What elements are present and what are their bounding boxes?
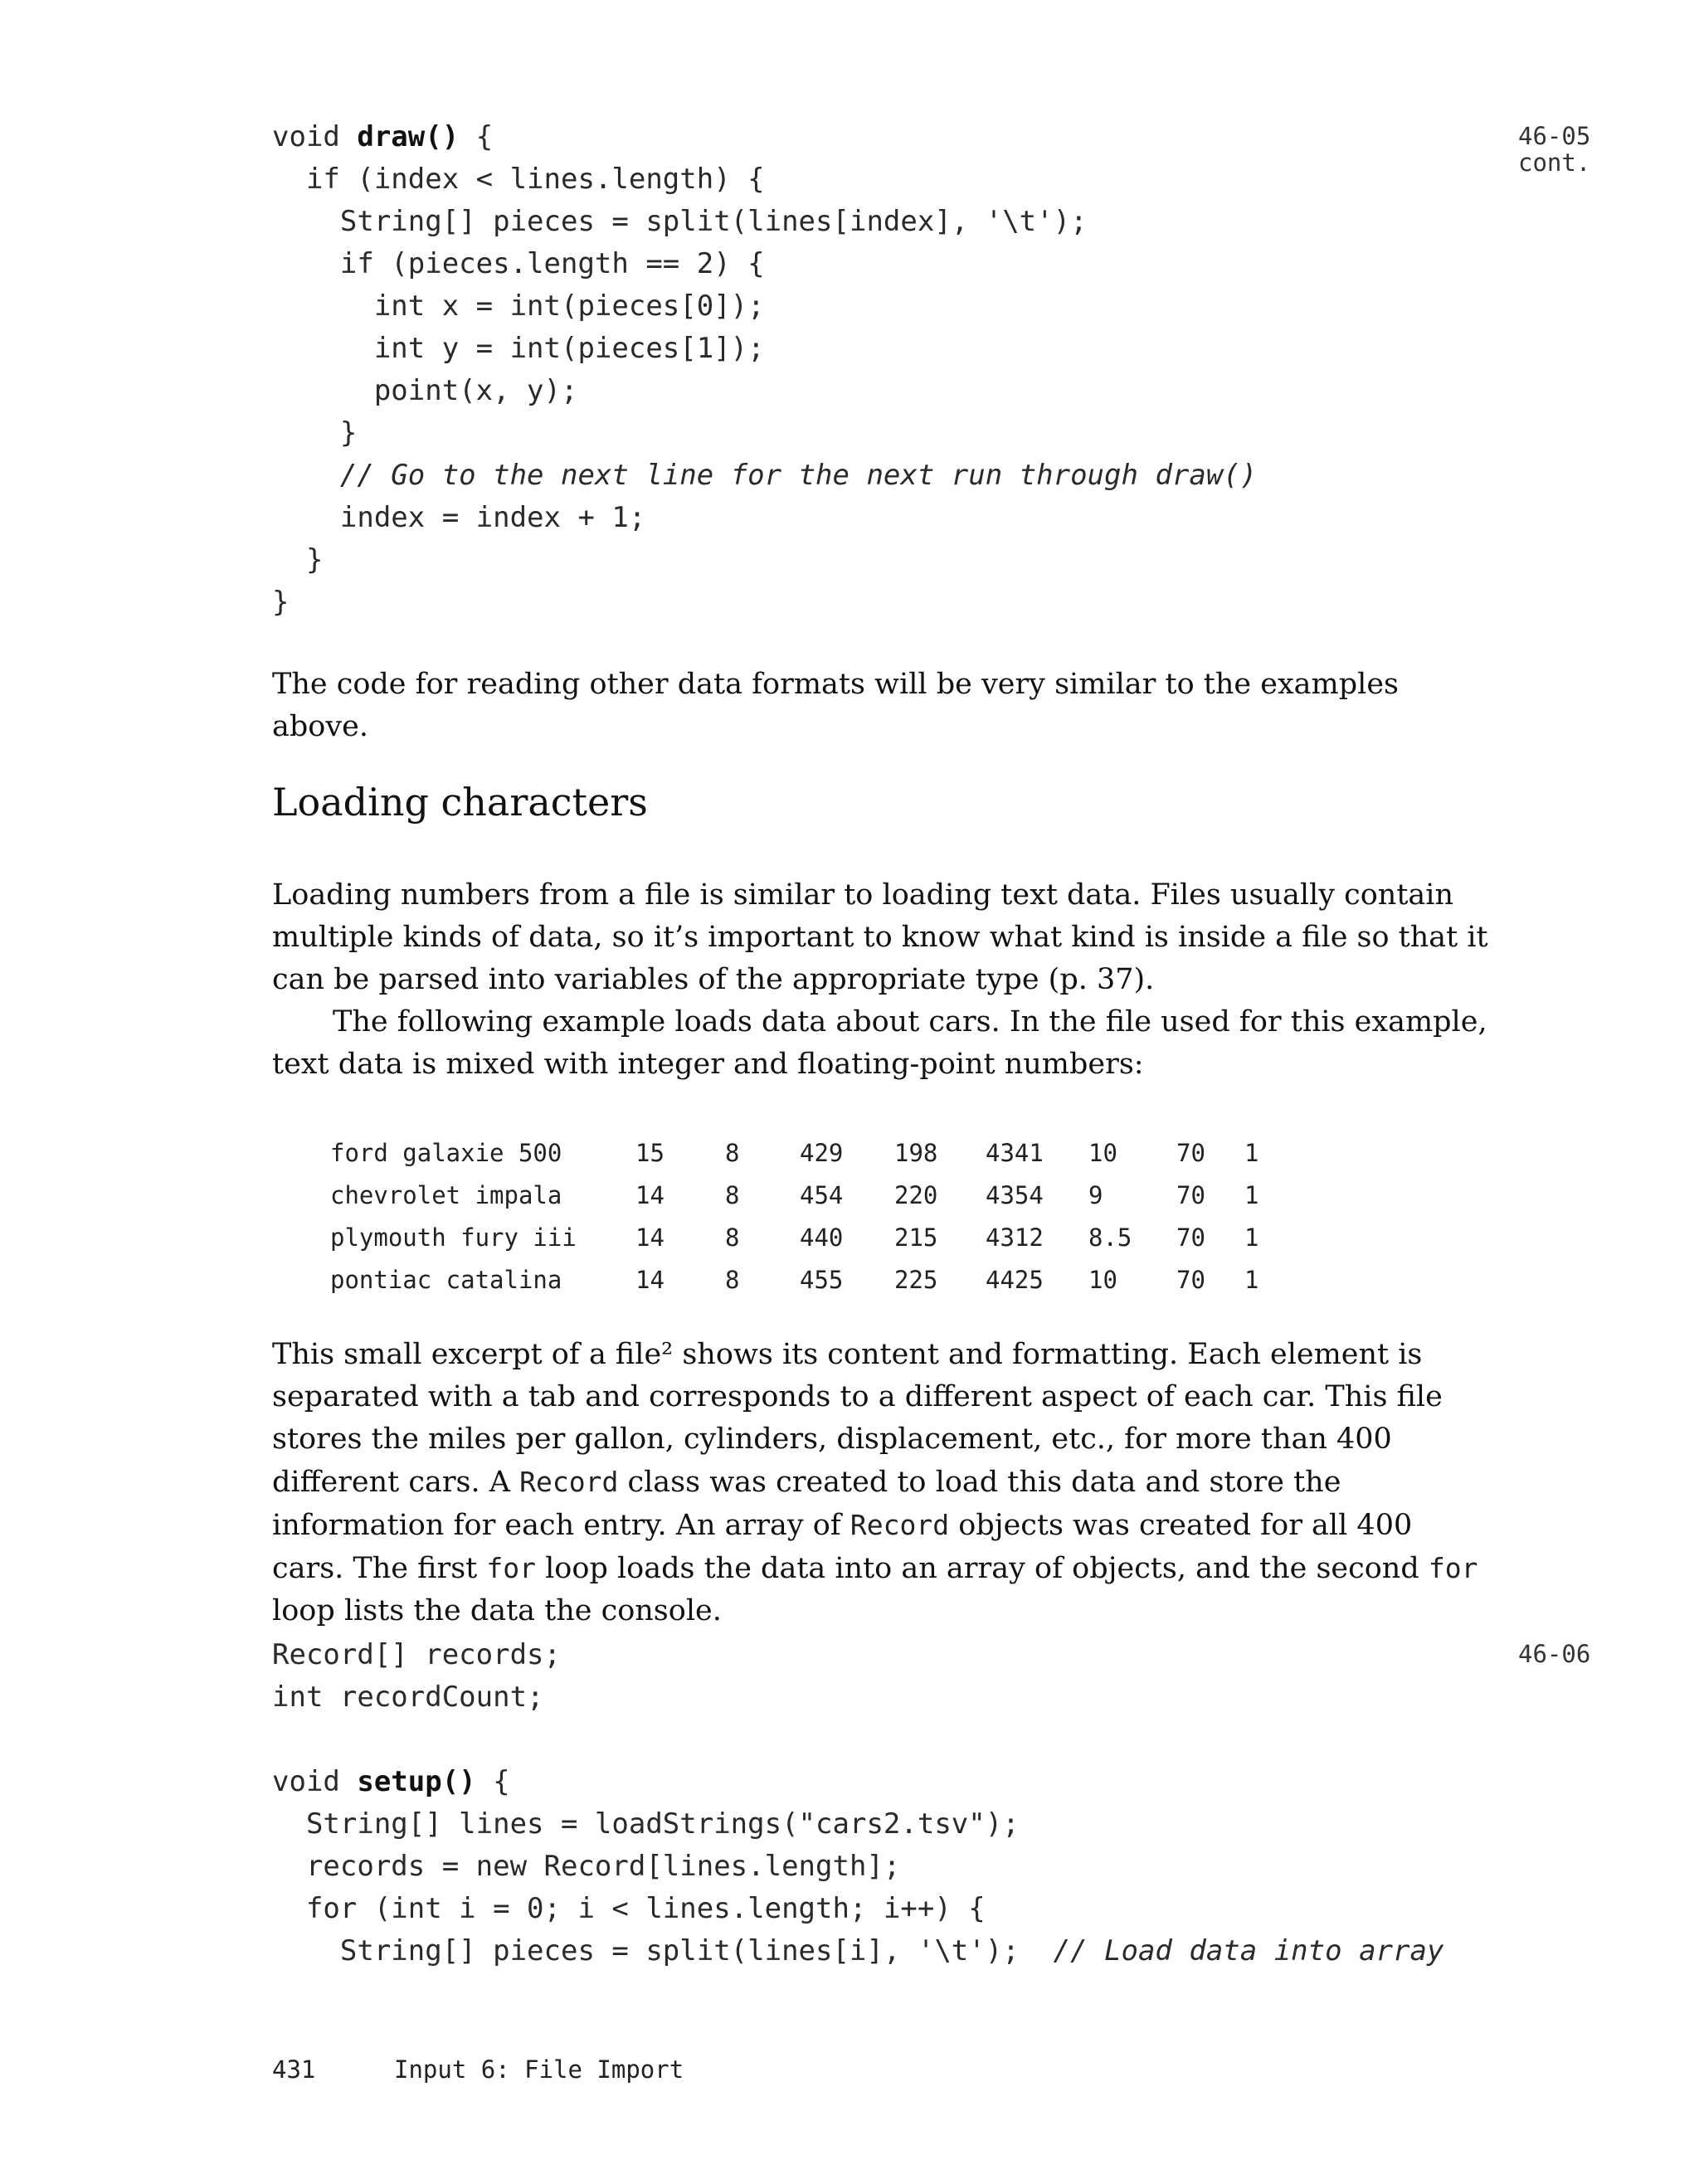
paragraph-4 (272, 1334, 1492, 1632)
table-cell: 70 (1176, 1138, 1205, 1167)
table-cell: 455 (800, 1265, 844, 1294)
code-block-setup (272, 1634, 1443, 1972)
inline-code: for (486, 1552, 536, 1584)
table-cell: 429 (800, 1138, 844, 1167)
text-run: loop lists the data the console. (272, 1594, 722, 1627)
text-run: class was created to load this data and store the information for each entry. An array of (272, 1466, 1341, 1542)
paragraph-text: Loading numbers from a file is similar to loading text data. Files usually contain multiple kinds of data, so it’s important to know what kind is inside a file so that it can be parsed into variables of the appropriate type (p. 37). (272, 878, 1488, 996)
table-cell: 70 (1176, 1180, 1205, 1209)
code-line: // Go to the next line for the next run through draw() (339, 459, 1258, 492)
table-cell: 4425 (986, 1265, 1044, 1294)
table-row (330, 1216, 1278, 1258)
table-cell: 215 (894, 1223, 938, 1252)
paragraph-text (272, 1334, 1492, 1632)
table-cell: 70 (1176, 1223, 1205, 1252)
table-cell: 4312 (986, 1223, 1044, 1252)
code-line: int x = int(pieces[0]); (272, 289, 765, 323)
example-id: 46-05 (1518, 122, 1591, 150)
table-cell: 1 (1244, 1138, 1259, 1167)
table-cell: 8.5 (1088, 1223, 1132, 1252)
code-line: String[] pieces = split(lines[i], '\t'); // Load data into array (272, 1934, 1444, 1968)
table-cell: 14 (635, 1180, 665, 1209)
table-cell: 8 (725, 1180, 740, 1209)
table-cell: 1 (1244, 1180, 1259, 1209)
code-line: } (272, 586, 290, 619)
table-cell: 440 (800, 1223, 844, 1252)
chapter-title: Input 6: File Import (394, 2055, 684, 2084)
table-row (330, 1131, 1278, 1174)
table-cell: ford galaxie 500 (330, 1138, 562, 1167)
table-row (330, 1174, 1278, 1216)
code-line: void draw() { (272, 120, 494, 153)
table-cell: 14 (635, 1265, 665, 1294)
table-cell: 8 (725, 1223, 740, 1252)
inline-code: Record (850, 1509, 950, 1541)
code-line: } (272, 416, 358, 450)
table-cell: 10 (1088, 1138, 1117, 1167)
code-line: String[] pieces = split(lines[index], '\t'); (272, 205, 1088, 238)
table-cell: chevrolet impala (330, 1180, 562, 1209)
code-line: int recordCount; (272, 1681, 544, 1714)
example-cont: cont. (1518, 148, 1591, 177)
table-cell: 220 (894, 1180, 938, 1209)
code-line: point(x, y); (272, 374, 578, 407)
table-cell: 1 (1244, 1265, 1259, 1294)
text-run: This small excerpt of a file² shows its content and formatting. Each element is separated with a tab and corresponds to a different aspect of each car. This file stores the miles per gallon, cylinders, displacement, etc., for more than 400 different cars. A (272, 1338, 1443, 1499)
section-heading: Loading characters (272, 780, 648, 824)
table-cell: 4341 (986, 1138, 1044, 1167)
code-example-label (1518, 1641, 1590, 1667)
code-line: int y = int(pieces[1]); (272, 332, 765, 365)
paragraph-text: The code for reading other data formats will be very similar to the examples above. (272, 668, 1400, 743)
text-run: loop loads the data into an array of objects, and the second (535, 1552, 1429, 1585)
table-cell: plymouth fury iii (330, 1223, 577, 1252)
code-line: index = index + 1; (272, 501, 646, 534)
code-line: if (index < lines.length) { (272, 163, 765, 196)
table-cell: 4354 (986, 1180, 1044, 1209)
paragraph-text: The following example loads data about cars. In the file used for this example, text data is mixed with integer and floating-point numbers: (272, 1005, 1487, 1081)
car-data-table (330, 1131, 1278, 1301)
inline-code: Record (519, 1466, 619, 1498)
table-cell: 9 (1088, 1180, 1103, 1209)
table-cell: 8 (725, 1138, 740, 1167)
table-cell: 198 (894, 1138, 938, 1167)
page-number: 431 (272, 2055, 316, 2084)
code-line: void setup() { (272, 1765, 510, 1798)
table-cell: pontiac catalina (330, 1265, 562, 1294)
code-line: if (pieces.length == 2) { (272, 247, 765, 280)
text-run: objects was created for all 400 cars. The first (272, 1509, 1413, 1585)
code-line: for (int i = 0; i < lines.length; i++) { (272, 1892, 986, 1925)
code-line (272, 1719, 1443, 1761)
example-id: 46-06 (1518, 1640, 1591, 1668)
code-line: Record[] records; (272, 1638, 561, 1671)
code-line: String[] lines = loadStrings("cars2.tsv"); (272, 1807, 1020, 1841)
code-line: records = new Record[lines.length]; (272, 1850, 901, 1883)
table-cell: 14 (635, 1223, 665, 1252)
inline-code: for (1428, 1552, 1478, 1584)
table-cell: 10 (1088, 1265, 1117, 1294)
table-row (330, 1258, 1278, 1301)
table-cell: 1 (1244, 1223, 1259, 1252)
table-cell: 15 (635, 1138, 665, 1167)
table-cell: 225 (894, 1265, 938, 1294)
paragraph-1 (272, 664, 1492, 748)
code-line: } (272, 543, 324, 576)
code-example-label (1518, 123, 1590, 176)
paragraph-2-3 (272, 874, 1492, 1086)
table-cell: 70 (1176, 1265, 1205, 1294)
code-block-draw (272, 116, 1257, 624)
table-cell: 8 (725, 1265, 740, 1294)
table-cell: 454 (800, 1180, 844, 1209)
